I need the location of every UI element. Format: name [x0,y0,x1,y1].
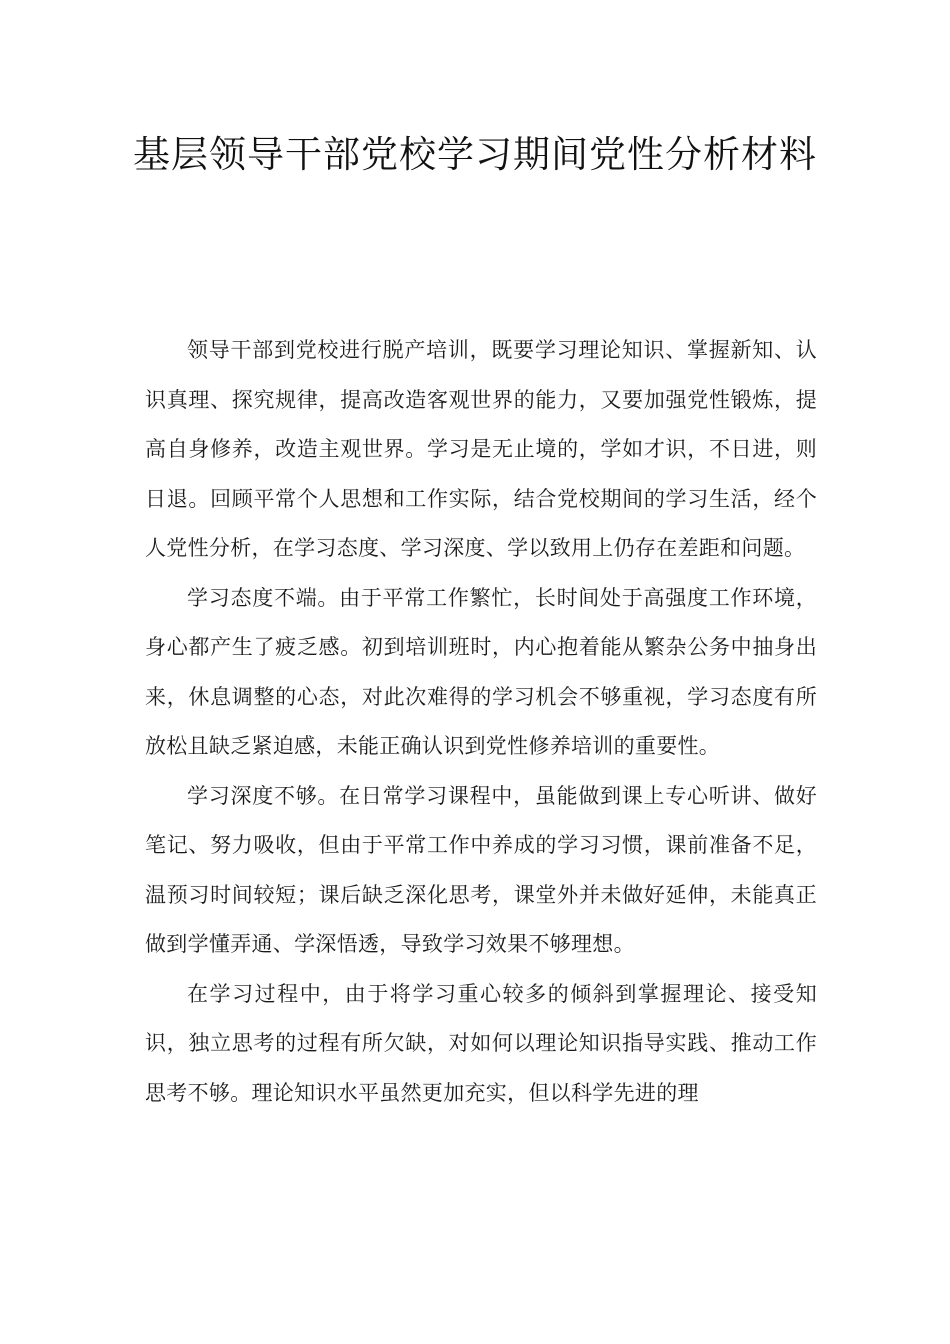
document-body [145,326,817,1118]
body-paragraph-3: 学习深度不够。在日常学习课程中，虽能做到课上专心听讲、做好笔记、努力吸收，但由于平常工作中养成的学习习惯，课前准备不足，温预习时间较短；课后缺乏深化思考，课堂外并未做好延伸，未能真正做到学懂弄通、学深悟透，导致学习效果不够理想。 [145,783,817,956]
document-title: 基层领导干部党校学习期间党性分析材料 [133,133,817,176]
body-paragraph-1: 领导干部到党校进行脱产培训，既要学习理论知识、掌握新知、认识真理、探究规律，提高改造客观世界的能力，又要加强党性锻炼，提高自身修养，改造主观世界。学习是无止境的，学如才识，不日进，则日退。回顾平常个人思想和工作实际，结合党校期间的学习生活，经个人党性分析，在学习态度、学习深度、学以致用上仍存在差距和问题。 [145,338,817,560]
body-paragraph-2: 学习态度不端。由于平常工作繁忙，长时间处于高强度工作环境，身心都产生了疲乏感。初到培训班时，内心抱着能从繁杂公务中抽身出来，休息调整的心态，对此次难得的学习机会不够重视，学习态度有所放松且缺乏紧迫感，未能正确认识到党性修养培训的重要性。 [145,585,817,758]
body-paragraph-4: 在学习过程中，由于将学习重心较多的倾斜到掌握理论、接受知识，独立思考的过程有所欠缺，对如何以理论知识指导实践、推动工作思考不够。理论知识水平虽然更加充实，但以科学先进的理 [145,981,817,1105]
